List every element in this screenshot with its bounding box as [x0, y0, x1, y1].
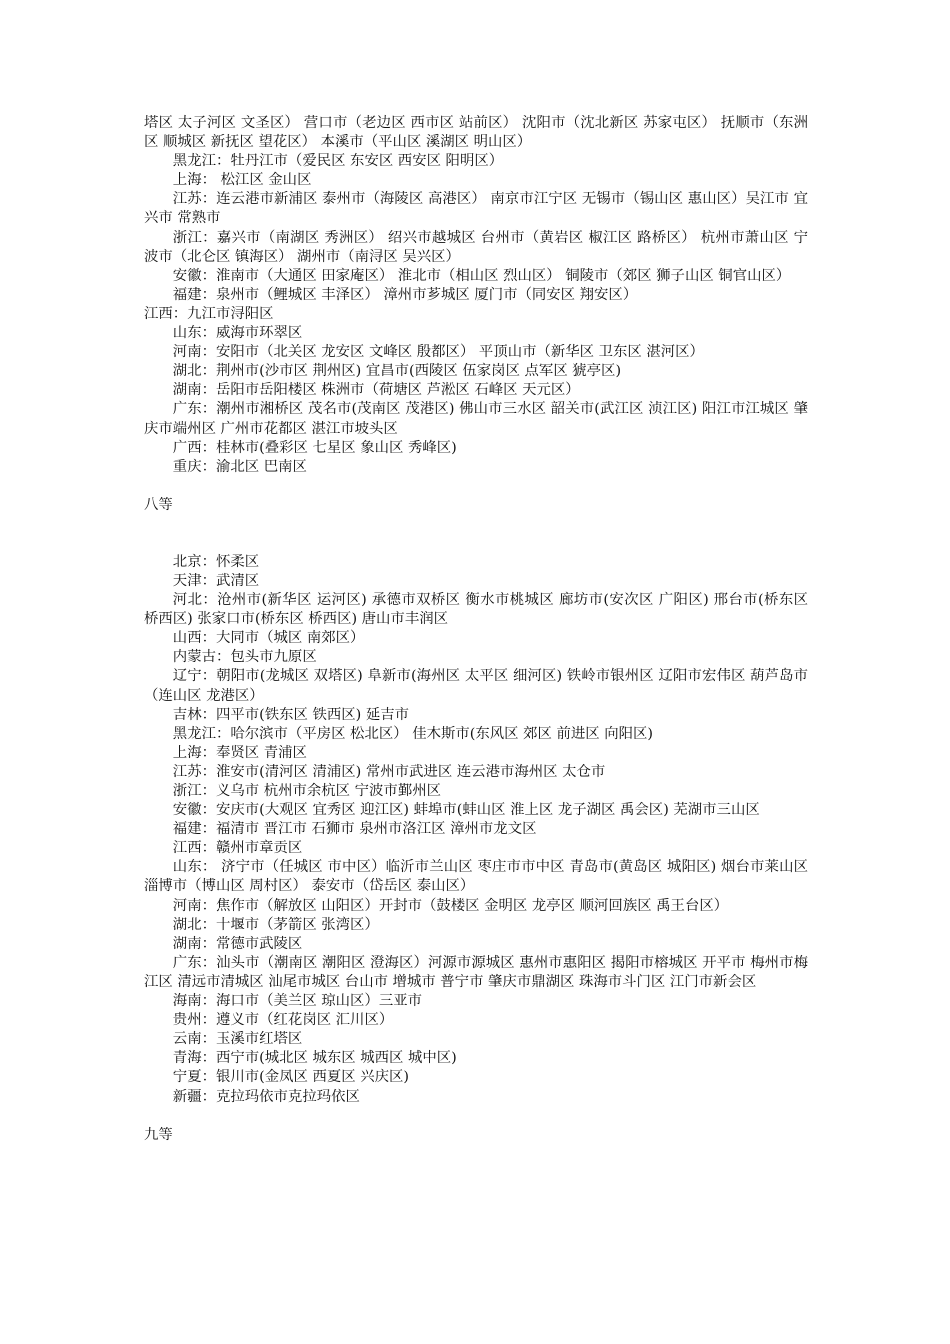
paragraph: 天津：武清区: [172, 572, 260, 589]
paragraph: 河南：安阳市（北关区 龙安区 文峰区 殷都区） 平顶山市（新华区 卫东区 湛河区）: [172, 344, 704, 361]
paragraph: 湖南：岳阳市岳阳楼区 株洲市（荷塘区 芦淞区 石峰区 天元区）: [172, 382, 580, 399]
paragraph: 上海：奉贤区 青浦区: [172, 744, 307, 761]
paragraph: 广东：汕头市（潮南区 潮阳区 澄海区）河源市源城区 惠州市惠阳区 揭阳市榕城区 开平市 梅州市梅江区 清远市清城区 汕尾市城区 台山市 增城市 普宁市 肇庆市鼎湖区 珠海市斗门区 江门市新会区: [144, 954, 808, 990]
paragraph: 广东：潮州市湘桥区 茂名市(茂南区 茂港区) 佛山市三水区 韶关市(武江区 浈江区) 阳江市江城区 肇庆市端州区 广州市花都区 湛江市坡头区: [144, 401, 808, 437]
paragraph: 浙江：嘉兴市（南湖区 秀洲区） 绍兴市越城区 台州市（黄岩区 椒江区 路桥区） 杭州市萧山区 宁波市（北仑区 镇海区） 湖州市（南浔区 吴兴区）: [144, 229, 808, 265]
paragraph: 山西：大同市（城区 南郊区）: [172, 630, 365, 647]
paragraph: 江苏：连云港市新浦区 泰州市（海陵区 高港区） 南京市江宁区 无锡市（锡山区 惠山区）吴江市 宜兴市 常熟市: [144, 191, 808, 227]
section-8: [144, 553, 808, 1107]
paragraph: 新疆：克拉玛依市克拉玛依区: [172, 1088, 360, 1105]
paragraph: 湖南：常德市武陵区: [172, 935, 303, 952]
paragraph: 山东：威海市环翠区: [172, 325, 303, 342]
paragraph: 辽宁：朝阳市(龙城区 双塔区) 阜新市(海州区 太平区 细河区) 铁岭市银州区 辽阳市宏伟区 葫芦岛市（连山区 龙港区）: [144, 668, 808, 704]
paragraph: 青海：西宁市(城北区 城东区 城西区 城中区): [172, 1050, 457, 1067]
paragraph: 江西：九江市浔阳区: [144, 305, 274, 322]
paragraph: 浙江：义乌市 杭州市余杭区 宁波市鄞州区: [172, 783, 441, 799]
paragraph: 安徽：安庆市(大观区 宜秀区 迎江区) 蚌埠市(蚌山区 淮上区 龙子湖区 禹会区) 芜湖市三山区: [172, 802, 760, 819]
document-page: [144, 114, 808, 1145]
paragraph: 安徽：淮南市（大通区 田家庵区） 淮北市（相山区 烈山区） 铜陵市（郊区 狮子山区 铜官山区）: [172, 267, 791, 284]
paragraph: 宁夏：银川市(金凤区 西夏区 兴庆区): [172, 1069, 410, 1086]
paragraph: 山东： 济宁市（任城区 市中区）临沂市兰山区 枣庄市市中区 青岛市(黄岛区 城阳区) 烟台市莱山区 淄博市（博山区 周村区） 泰安市（岱岳区 泰山区）: [144, 859, 808, 895]
paragraph: 河北：沧州市(新华区 运河区) 承德市双桥区 衡水市桃城区 廊坊市(安次区 广阳区) 邢台市(桥东区 桥西区) 张家口市(桥东区 桥西区) 唐山市丰润区: [144, 592, 808, 628]
paragraph: 海南：海口市（美兰区 琼山区）三亚市: [172, 993, 423, 1010]
paragraph: 上海： 松江区 金山区: [172, 172, 312, 189]
paragraph: 河南：焦作市（解放区 山阳区）开封市（鼓楼区 金明区 龙亭区 顺河回族区 禹王台区）: [172, 897, 729, 914]
paragraph: 湖北：十堰市（茅箭区 张湾区）: [172, 916, 379, 933]
paragraph: 吉林：四平市(铁东区 铁西区) 延吉市: [172, 706, 410, 723]
paragraph: 江西：赣州市章贡区: [172, 840, 303, 857]
paragraph: 江苏：淮安市(清河区 清浦区) 常州市武进区 连云港市海州区 太仓市: [172, 763, 606, 780]
section-top: [144, 114, 808, 477]
paragraph: 云南：玉溪市红塔区: [172, 1031, 303, 1048]
paragraph: 福建：福清市 晋江市 石狮市 泉州市洛江区 漳州市龙文区: [172, 821, 537, 838]
section-heading-8: 八等: [144, 496, 173, 513]
paragraph: 福建：泉州市（鲤城区 丰泽区） 漳州市芗城区 厦门市（同安区 翔安区）: [172, 286, 638, 303]
paragraph: 内蒙古：包头市九原区: [172, 649, 317, 666]
paragraph: 黑龙江：牡丹江市（爱民区 东安区 西安区 阳明区）: [172, 153, 504, 170]
paragraph: 广西：桂林市(叠彩区 七星区 象山区 秀峰区): [172, 439, 457, 456]
section-heading-9: 九等: [144, 1126, 173, 1143]
paragraph: 重庆：渝北区 巴南区: [172, 458, 307, 475]
paragraph: 塔区 太子河区 文圣区） 营口市（老边区 西市区 站前区） 沈阳市（沈北新区 苏家屯区） 抚顺市（东洲区 顺城区 新抚区 望花区） 本溪市（平山区 溪湖区 明山区）: [144, 115, 808, 151]
paragraph: 贵州：遵义市（红花岗区 汇川区）: [172, 1012, 394, 1029]
paragraph: 北京：怀柔区: [172, 553, 260, 570]
paragraph: 湖北：荆州市(沙市区 荆州区) 宜昌市(西陵区 伍家岗区 点军区 猇亭区): [172, 363, 622, 380]
paragraph: 黑龙江：哈尔滨市（平房区 松北区） 佳木斯市(东风区 郊区 前进区 向阳区): [172, 725, 654, 742]
